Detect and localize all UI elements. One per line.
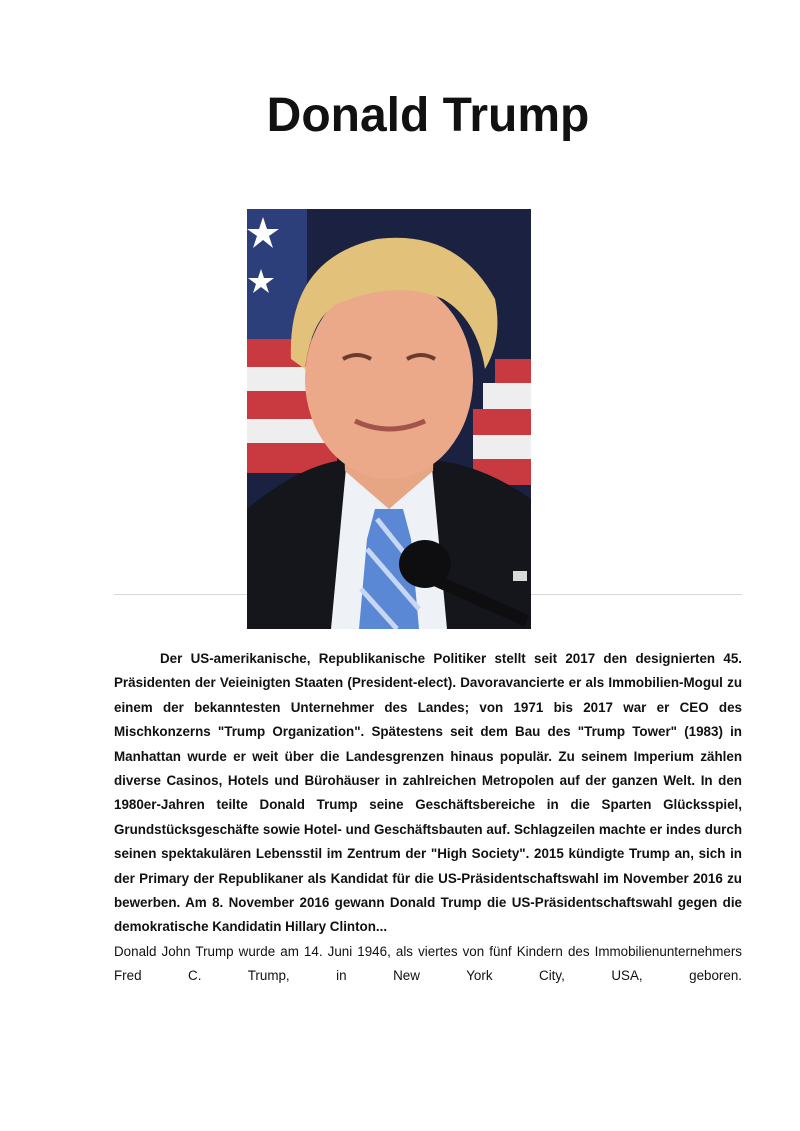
intro-paragraph: Der US-amerikanische, Republikanische Politiker stellt seit 2017 den designierten 45. Präsidenten der Veieinigten Staaten (President-elect). Davoravancierte er als Immobilien-Mogul zu einem der bekanntesten Unternehmer des Landes; von 1971 bis 2017 war er CEO des Mischkonzerns "Trump Organization". Spätestens seit dem Bau des "Trump Tower" (1983) in Manhattan wurde er weit über die Landesgrenzen hinaus populär. Zu seinem Imperium zählen diverse Casinos, Hotels und Bürohäuser in zahlreichen Metropolen auf der ganzen Welt. In den 1980er-Jahren teilte Donald Trump seine Geschäftsbereiche in die Sparten Glücksspiel, Grundstücksgeschäfte sowie Hotel- und Geschäftsbauten auf. Schlagzeilen machte er indes durch seinen spektakulären Lebensstil im Zentrum der "High Society". 2015 kündigte Trump an, sich in der Primary der Republikaner als Kandidat für die US-Präsidentschaftswahl im November 2016 zu bewerben. Am 8. November 2016 gewann Donald Trump die US-Präsidentschaftswahl gegen die demokratische Kandidatin Hillary Clinton... [114,651,742,935]
portrait-photo [247,209,531,629]
article-body [114,647,742,989]
birth-paragraph: Donald John Trump wurde am 14. Juni 1946, als viertes von fünf Kindern des Immobilienunternehmers Fred C. Trump, in New York City, USA, geboren. [114,943,742,984]
page-title: Donald Trump [266,89,590,142]
